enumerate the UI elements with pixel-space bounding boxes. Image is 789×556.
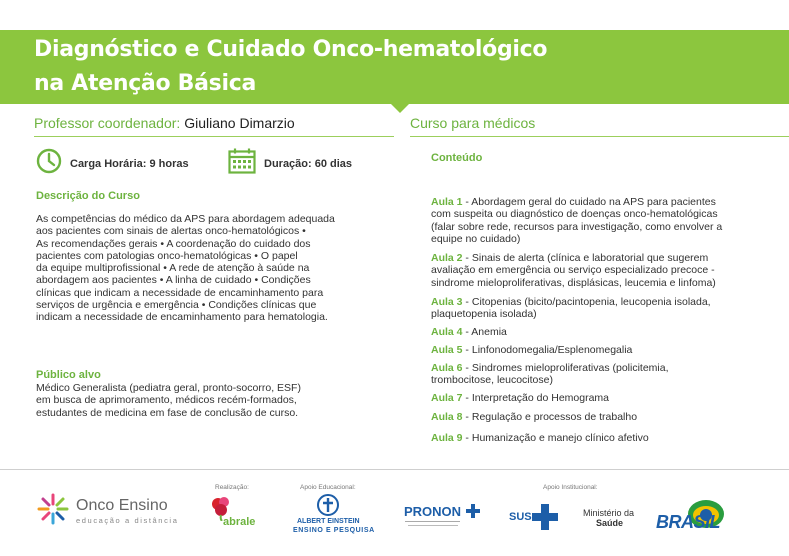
- sus-cross-icon: [531, 503, 559, 536]
- pronon-name: PRONON: [404, 504, 462, 519]
- lesson-line: sindrome mieloproliferativas, displásicas, leucemia e linfoma): [431, 276, 716, 289]
- lesson-key: Aula 8: [431, 411, 463, 423]
- lesson-key: Aula 5: [431, 344, 463, 356]
- clock-icon: [36, 148, 62, 179]
- lesson-line: avaliação em emergência ou serviço especializado precoce -: [431, 264, 715, 277]
- lesson-line: (falar sobre rede, recursos para investigação, como envolver a: [431, 220, 723, 233]
- onco-ensino-tagline: educação a distância: [76, 516, 179, 525]
- einstein-line-1: ALBERT EINSTEIN: [297, 518, 360, 525]
- description-body: [36, 213, 335, 324]
- lesson-line: com suspeita ou diagnóstico de doenças onco-hematológicas: [431, 208, 718, 221]
- lesson-line: Anemia: [471, 326, 507, 338]
- apoio-educacional-label: Apoio Educacional:: [300, 484, 356, 491]
- coordinator-label: Professor coordenador:: [34, 115, 181, 131]
- lesson-2: Aula 2 - Sinais de alerta (clínica e laboratorial que sugerem avaliação em emergência ou serviço especializado precoce - sindrome mieloproliferativas, displásicas, leucemia e linfoma): [431, 252, 716, 289]
- realizacao-label: Realização:: [215, 484, 249, 491]
- lesson-8: Aula 8 - Regulação e processos de trabalho: [431, 411, 638, 423]
- lesson-9: Aula 9 - Humanização e manejo clínico afetivo: [431, 432, 649, 444]
- lesson-line: Linfonodomegalia/Esplenomegalia: [471, 344, 633, 356]
- coordinator-name: Giuliano Dimarzio: [184, 115, 295, 131]
- page-title-line-1: Diagnóstico e Cuidado Onco-hematológico: [34, 37, 548, 62]
- lesson-line: Regulação e processos de trabalho: [471, 411, 638, 423]
- description-line: clínicas que indicam a necessidade de encaminhamento para: [36, 286, 324, 299]
- abrale-name: abrale: [223, 516, 256, 528]
- lesson-key: Aula 9: [431, 432, 463, 444]
- right-divider: [410, 136, 789, 137]
- lesson-5: Aula 5 - Linfonodomegalia/Esplenomegalia: [431, 344, 633, 356]
- left-divider: [34, 136, 394, 137]
- pronon-subtext: [405, 521, 460, 522]
- lesson-line: equipe no cuidado): [431, 232, 521, 245]
- lesson-line: Sinais de alerta (clínica e laboratorial que sugerem: [471, 252, 709, 264]
- duration-meta: [228, 148, 352, 179]
- lesson-key: Aula 7: [431, 392, 463, 404]
- banner-notch: [391, 104, 409, 113]
- brasil-name: BRASIL: [656, 512, 720, 532]
- audience-body: [36, 382, 301, 419]
- lesson-key: Aula 2: [431, 252, 463, 264]
- workload-text: Carga Horária: 9 horas: [70, 157, 189, 170]
- lesson-line: Sindromes mieloproliferativas (policitemia,: [471, 362, 669, 374]
- onco-ensino-name: Onco Ensino: [76, 497, 168, 514]
- title-banner: [0, 30, 789, 104]
- lesson-key: Aula 4: [431, 326, 463, 338]
- lesson-key: Aula 3: [431, 296, 463, 308]
- einstein-seal-icon: [317, 494, 339, 521]
- pronon-subtext: [408, 525, 458, 526]
- lesson-line: plaquetopenia isolada): [431, 308, 537, 321]
- lesson-key: Aula 1: [431, 196, 463, 208]
- onco-ensino-logo: [36, 492, 70, 531]
- lesson-4: Aula 4 - Anemia: [431, 326, 507, 338]
- lesson-7: Aula 7 - Interpretação do Hemograma: [431, 392, 610, 404]
- apoio-institucional-label: Apoio Institucional:: [543, 484, 598, 491]
- sus-name: SUS: [509, 511, 532, 523]
- description-line: indicam a necessidade de encaminhamento para hematologia.: [36, 311, 328, 324]
- lesson-key: Aula 6: [431, 362, 463, 374]
- onco-ensino-mark-icon: [36, 513, 70, 530]
- lesson-line: Humanização e manejo clínico afetivo: [471, 432, 649, 444]
- description-line: abordagem aos pacientes • A linha de cuidado • Condições: [36, 274, 311, 287]
- coordinator-row: [34, 115, 295, 131]
- lesson-line: Citopenias (bicito/pacintopenia, leucopenia isolada,: [471, 296, 711, 308]
- audience-heading: Público alvo: [36, 369, 101, 381]
- audience-tag: Curso para médicos: [410, 115, 536, 131]
- lesson-line: Interpretação do Hemograma: [471, 392, 610, 404]
- ministerio-line-1: Ministério da: [583, 508, 635, 518]
- ministerio-line-2: Saúde: [596, 518, 624, 528]
- description-line: As recomendações gerais • A coordenação do cuidado dos: [36, 237, 311, 250]
- lesson-6: Aula 6 - Sindromes mieloproliferativas (policitemia, trombocitose, leucocitose): [431, 362, 669, 387]
- calendar-icon: [228, 148, 256, 179]
- footer-divider: [0, 469, 789, 470]
- audience-line: Médico Generalista (pediatra geral, pronto-socorro, ESF): [36, 382, 301, 394]
- page-title-line-2: na Atenção Básica: [34, 71, 256, 96]
- lesson-line: Abordagem geral do cuidado na APS para pacientes: [471, 196, 716, 208]
- pronon-cross-icon: [465, 503, 481, 524]
- audience-line: em busca de aprimoramento, médicos recém-formados,: [36, 394, 297, 407]
- description-line: As competências do médico da APS para abordagem adequada: [36, 213, 335, 225]
- description-line: da equipe multiprofissional • A rede de atenção à saúde na: [36, 262, 310, 275]
- lesson-line: trombocitose, leucocitose): [431, 374, 553, 387]
- lesson-3: Aula 3 - Citopenias (bicito/pacintopenia, leucopenia isolada, plaquetopenia isolada): [431, 296, 711, 321]
- description-heading: Descrição do Curso: [36, 190, 140, 202]
- description-line: aos pacientes com sinais de alertas onco-hematológicos •: [36, 225, 306, 238]
- description-line: serviços de urgência e emergência • Condições clínicas que: [36, 299, 317, 312]
- description-line: pacientes com patologias onco-hematológicas • O papel: [36, 249, 298, 262]
- content-heading: Conteúdo: [431, 152, 483, 164]
- workload-meta: [36, 148, 189, 179]
- duration-text: Duração: 60 dias: [264, 157, 353, 170]
- audience-line: estudantes de medicina em fase de conclusão de curso.: [36, 406, 299, 419]
- lesson-1: Aula 1 - Abordagem geral do cuidado na APS para pacientes com suspeita ou diagnóstico de doenças onco-hematológicas (falar sobre rede, recursos para investigação, como envolver a equipe no cuidado): [431, 196, 723, 245]
- einstein-line-2: ENSINO E PESQUISA: [293, 527, 375, 534]
